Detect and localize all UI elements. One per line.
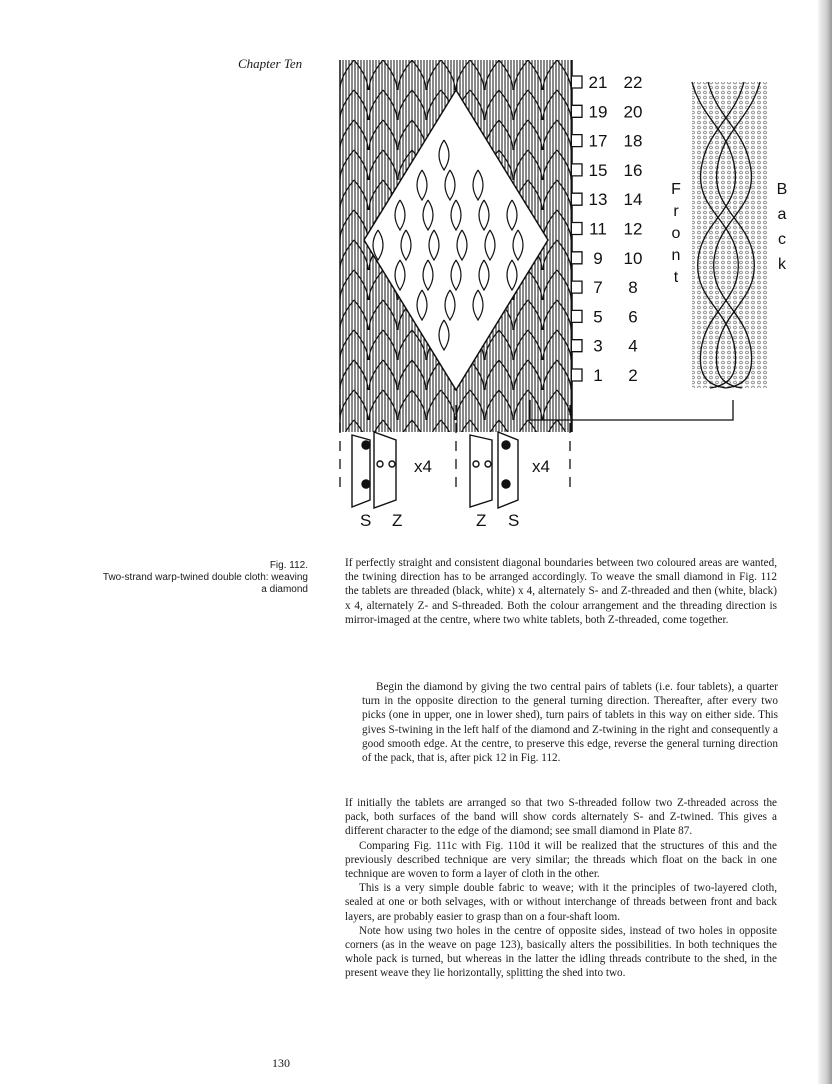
row-number-odd: 17 <box>588 131 608 151</box>
front-label-letter: F <box>671 181 681 198</box>
row-number-even: 20 <box>623 102 643 122</box>
back-label-letter: k <box>778 256 786 273</box>
back-label-letter: a <box>777 206 787 223</box>
row-number-odd: 9 <box>593 248 603 268</box>
front-label-letter: t <box>673 269 679 286</box>
caption-text: Two-strand warp-twined double cloth: weaving a diamond <box>102 572 308 595</box>
row-number-even: 10 <box>623 248 643 268</box>
thread-end <box>572 369 582 381</box>
body-paragraph-2 <box>362 680 778 765</box>
thread-end <box>572 193 582 205</box>
row-number-even: 18 <box>623 131 643 151</box>
row-number-even: 2 <box>628 366 638 385</box>
back-label-letter: B <box>776 181 788 198</box>
row-number-odd: 5 <box>593 307 603 327</box>
page-edge-shadow <box>818 0 832 1084</box>
row-number-odd: 1 <box>593 366 603 385</box>
row-number-odd: 21 <box>588 73 608 92</box>
row-number-odd: 13 <box>588 190 608 210</box>
paragraph-text: Comparing Fig. 111c with Fig. 110d it will be realized that the structures of this and the previously described technique are very similar; the threads which float on the back in one technique are woven to form a layer of cloth in the other. <box>345 839 777 881</box>
row-number-odd: 19 <box>588 102 608 122</box>
thread-end <box>572 76 582 88</box>
figure-caption <box>100 560 308 596</box>
body-paragraph-3 <box>345 796 777 981</box>
thread-end <box>572 223 582 235</box>
back-label-letter: c <box>778 231 786 248</box>
woven-band <box>340 60 572 450</box>
paragraph-text: If perfectly straight and consistent diagonal boundaries between two coloured areas are wanted, the twining direction has to be arranged accordingly. To weave the small diamond in Fig. 112 the tablets are threaded (black, white) x 4, alternately S- and Z-threaded and then (white, black) x 4, alternately Z- and S-threaded. Both the colour arrangement and the threading direction is mirror-imaged at the centre, where two white tablets, both Z-threaded, come together. <box>345 557 777 626</box>
tablet-group-right <box>470 432 518 508</box>
thread-end <box>572 340 582 352</box>
row-number-even: 8 <box>628 278 638 298</box>
paragraph-text: Begin the diamond by giving the two central pairs of tablets (i.e. four tablets), a quarter turn in the opposite direction to the general turning direction. Thereafter, after every two picks (one in upper, one in lower shed), turn pairs of tablets in this way on either side. This gives S-twining in the left half of the diamond and Z-twining in the right and consequently a good smooth edge. At the centre, to preserve this edge, reverse the general turning direction of the pack, that is, after pick 12 in Fig. 112. <box>362 681 778 765</box>
front-label-letter: r <box>673 203 679 220</box>
thread-end <box>572 310 582 322</box>
thread-end <box>572 281 582 293</box>
row-number-odd: 15 <box>588 160 608 180</box>
threading-left-1: S <box>360 511 372 530</box>
threading-right-1: Z <box>476 511 487 530</box>
front-label-letter: o <box>671 225 681 242</box>
thread-end <box>572 105 582 117</box>
row-number-odd: 11 <box>589 219 607 239</box>
row-number-even: 4 <box>628 336 638 356</box>
paragraph-text: If initially the tablets are arranged so that two S-threaded follow two Z-threaded across the pack, both surfaces of the band will show cords alternately S- and Z-twined. This gives a different character to the edge of the diamond; see small diamond in Plate 87. <box>345 797 777 838</box>
thread-end <box>572 135 582 147</box>
row-number-even: 14 <box>623 190 643 210</box>
paragraph-text: This is a very simple double fabric to weave; with it the principles of two-layered cloth, sealed at one or both selvages, with or without interchange of threads between front and back layers, are probably easier to grasp than on a four-shaft loom. <box>345 882 777 923</box>
row-number-even: 16 <box>623 160 643 180</box>
chapter-heading: Chapter Ten <box>238 56 303 71</box>
caption-number: Fig. 112. <box>269 560 308 571</box>
body-paragraph-1 <box>345 556 777 627</box>
cord-cross-section <box>692 82 768 388</box>
threading-left-2: Z <box>392 511 403 530</box>
tablet-group-left <box>352 432 396 508</box>
row-number-odd: 3 <box>593 336 603 356</box>
thread-end <box>572 252 582 264</box>
multiplier-right: x4 <box>532 457 550 476</box>
multiplier-left: x4 <box>414 457 432 476</box>
paragraph-text: Note how using two holes in the centre of opposite sides, instead of two holes in opposite corners (as in the weave on page 123), basically alters the possibilities. In both techniques the whole pack is turned, but whereas in the latter the idling threads contribute to the shed, in the present weave they lie horizontally, splitting the shed into two. <box>345 924 777 980</box>
row-number-odd: 7 <box>593 278 603 298</box>
row-number-even: 12 <box>623 219 643 239</box>
page-number: 130 <box>272 1056 290 1070</box>
threading-right-2: S <box>508 511 520 530</box>
row-number-even: 22 <box>623 73 643 92</box>
front-label-letter: n <box>671 247 681 264</box>
figure-112-illustration <box>330 60 790 530</box>
row-number-even: 6 <box>628 307 638 327</box>
thread-end <box>572 164 582 176</box>
